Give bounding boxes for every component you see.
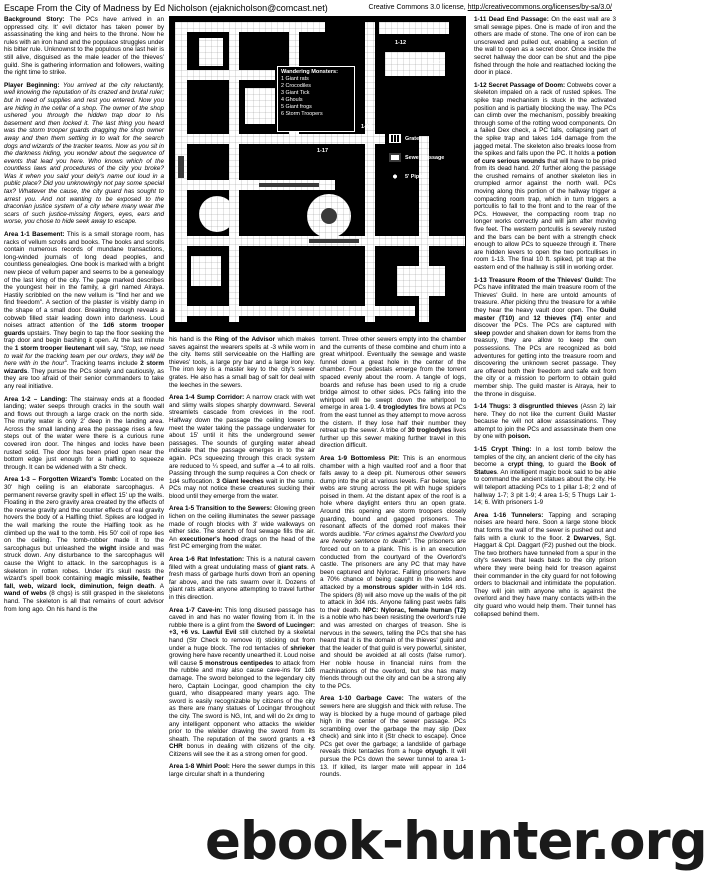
license-text: Creative Commons 3.0 license, [368, 4, 466, 11]
wandering-monster-2: 2 Crocodiles [281, 83, 311, 89]
col1-paragraph-4: Area 1-2 – Landing: The stairway ends at a flooded landing; water seeps through cracks in the south wall and flows out through a large crack on the north side. The murky water is only 2' deep in the landing area. Across the small landing area the passage rises a few steps out of the water were there is a curious rune covered iron door. The hinges and locks have been rusted solid. The door has been pried open near the bottom edge just enough for a halfling to squeeze through. It can be widened with a Str check. [4, 395, 164, 471]
legend-pipes: 5' Pipes [389, 172, 463, 181]
col3-paragraph-3: Area 1-10 Garbage Cave: The waters of the sewers here are sluggish and thick with refuse. The way is blocked by a huge mound of garbage piled high in the center of the sewer passage. PCs scrambling over the garbage the may slip (Dex check) and sink into it (Str check to escape). Once PCs get over the garbage; a landslide of garbage reveals thick tentacles from a huge otyugh. It will pursue the PCs down the sewer tunnel to area 1-13. If killed, its larger mate will appear in 1d4 rounds. [320, 695, 466, 779]
column-1 [4, 16, 164, 854]
col1-paragraph-5: Area 1-3 – Forgotten Wizard's Tomb: Located on the 30' high ceiling is an elaborate sarcophagus. A permanent reverse gravity spell in effect 15' up the walls. Floating in the zero gravity area created by the effects of the reverse gravity and the counter effects of real gravity hovers the body of a Halfling thief. Spikes are lodged in the wall marking the route the Halfling took as he climbed up the wall to the tomb. His 50' coil of rope lies on the ceiling. The tomb-robber made it to the sarcophagus but unleashed the wight inside and was struck down. Any disturbance to the sarcophagus will cause the Wight to attack. In the sarcophagus is a skeleton in rotten robes. Under it's skull nests the wizard's spell book containing magic missile, feather fall, web, wizard lock, diminution, feign death. A wand of webs (8 chgs) is still grasped in the skeletons hand. The skeleton is all that remains of court advisor from long ago. On his hand is the [4, 476, 165, 613]
col4-paragraph-3: 1-13 Treasure Room of the Thieves' Guild: The PCs have infiltrated the main treasure room of the Thieves' Guild. In here are untold amounts of treasure. After picking thru the treasure for a while they hear the heavy vault door open. The Guild master (T10) and 12 thieves (T4) enter and discover the PCs. The PCs are captured with sleep powder and shaken down for items from the treasury, they are allow to keep the own possessions. The PCs are recognized as bold adventures for getting into the treasure room and discovering the unknown secret passage. They are offered both their freedom and safe exit from the city or a mission to perform to obtain guild member ship. The guild master is Alraya, heir to the throne in disguise. [474, 276, 616, 398]
col4-paragraph-4: 1-14 Thugs: 3 disgruntled thieves (Assn 2) lair here. They do not like the current Guild Master because he will not allow assassinations. They attempt to join the PCs and assassinate them one by one with poison. [474, 403, 616, 441]
wandering-monsters-table [277, 66, 355, 132]
col1-paragraph-3: Area 1-1 Basement: This is a small storage room, has racks of vellum scrolls and books. The books and scrolls contain numerous records of mundane transactions, long-winded journals of long dead peoples, and countless genealogies. One book is marked with a bright new piece of vellum paper and seems to be a genealogy of the last king of the city. The page marked describes the youngest heir in the family, a girl named Alraya. Hastily scribbled on the new vellum is "find her and we find freedom". A section of the plaster is visibly damp in the shape of a small door. Breaking through reveals a cobweb filled stair leading down into darkness. Loud noises attract attention of the 1d6 storm trooper guards upstairs. They begin to tap the floor seeking the trap door and begin bashing it open. At the last minute the 1 storm trooper lieutenant will say, "Stop, we need to wait for the tracking team per our orders, they will be here with in the hour". Tracking teams include 2 storm wizards. They pursue the PCs slowly and cautiously, as they are too afraid of their senior commanders to take any real initiative. [4, 231, 164, 390]
col2-paragraph-2: Area 1-4 Sump Corridor: A narrow crack with wet and slimy walls slopes sharply downward. Several streamlets cascade from crevices in the roof. Halfway down the passage the ceiling lowers to meet the water taking the passage underwater for about 15' until it hits the underground sewer passages. The sounds of gurgling water ahead indicate that the passage emerges in to the air again. PCs squeezing through this crack system are reduced to ¼ speed, and suffer a –4 to all rolls. Passing through the sump requires a Con check or 1d4 suffocation. 3 Giant leeches wait in the sump. PCs may not notice these creatures sucking their blood until they emerge from the water. [169, 394, 315, 500]
map-legend [389, 134, 463, 191]
legend-sewer-passage: Sewer Passage [389, 153, 463, 162]
wandering-monsters-title: Wandering Monsters: [281, 69, 338, 75]
column-3 [320, 336, 466, 854]
col4-paragraph-6: Area 1-16 Tunnelers: Tapping and scraping noises are heard here. Soon a large stone block that forms the wall of the sewer is pushed out and falls with a clunk to the floor. 2 Dwarves, Sgt. Haggart & Cpl. Daggart (F2) pushed out the block. The two brothers have tunneled from a spur in the city's sewers that leads back to the city prison where they were being held for treason against their commander in the city guard for not following orders to blackmail and intimidate the population. They will join with anyone who is against the overlord and they have many contacts with-in the city guard who would help them. Their tunnel has collapsed behind them. [474, 511, 617, 618]
col4-paragraph-1: 1-11 Dead End Passage: On the east wall are 3 small sewage pipes. One is made of iron and the others are made of stone. The one of iron can be unscrewed and pulled out, enabling a section of the wall to open as a secret door. Once inside the secret hallway the door can be shut and the pipe fished through the hole and reattached locking the door in place. [474, 16, 616, 77]
map-label-1-11: 1-11 [431, 60, 442, 66]
legend-grate: Grate [389, 134, 463, 143]
map-label-1-17: 1-17 [317, 148, 329, 154]
sewer-map [169, 16, 466, 332]
license-notice [368, 3, 612, 13]
col2-paragraph-4: Area 1-6 Rat Infestation: This is a natural cavern filled with a great undulating mass of giant rats. A fresh mass of garbage hurls down from an opening far above, and the rats swarm over it. Dozens of giant rats attack anyone attempting to travel further in this direction. [169, 556, 316, 601]
col1-paragraph-1: Background Story: The PCs have arrived in an oppressed city. It' evil dictator has taken power by assassinating the king and heirs to the throne. Now he rules with an iron hand and the populace struggles under his bitter rule. Unknownst to the populous one last heir is still alive, disguised as the male leader of the thieves' guild. She is gathering information and followers, waiting the right time to strike. [4, 16, 164, 77]
page-header [0, 0, 620, 14]
col3-paragraph-2: Area 1-9 Bottomless Pit: This is an enormous chamber with a high vaulted roof and a floor that falls away to a deep pit. Numerous other sewers dump into the pit at various levels. Far below, large webs are strung across the pit with huge spiders poised in them. At the distant apex of the roof is a hole where daylight enters thru an open grate. Around this opening are storm troopers closely guarding, bound and gagged prisoners. The resonant affects of the domed roof makes their words audible. "For crimes against the Overlord you are hereby sentence to death". The prisoners are forced out on to a plank. This is in an execution conducted from the courtyard of the Overlord's castle. The prisoners are any PC that may have been captured and Nylorac. Falling prisoners have a 70% chance of being caught in the webs and attacked by a monstrous spider with-in 1d4 rds. The spiders (8) will also move up the walls of the pit to attack in 3d4 rds. Anyone falling past webs falls to their death. NPC: Nylorac, female human (T2) is a noble who has been resisting the overlord's rule and was arrested on charges of treason. She is nervous in the sewers, telling the PCs that she has heard that it is the domain of the thieves' guild and that the leader of that guild is very powerful, sinister, and should be avoided at all costs (false rumor). Her noble house in financial ruins from the machinations of the overlord, but she has many friends through out the city and can be a strong ally to the PCs. [320, 454, 467, 690]
license-link[interactable]: http://creativecommons.org/licenses/by-sa/3.0/ [467, 4, 612, 11]
pipe-icon [389, 172, 401, 181]
col2-paragraph-5: Area 1-7 Cave-in: This long disused passage has caved in and has no water flowing from it. In the rubble there is a glint from the Sword of Lucinger: +3, +6 vs. Lawful Evil still clutched by a skeletal hand (Str Check to remove it) sticking out from under a huge block. The rod tentacles of shrieker growing here have recently unearthed it. Loud noise will cause 5 monstrous centipedes to attack from the rubble and may also cause cave-ins for 1d6 damage. The sword belonged to the legendary city hero, Captain Locingar, good champion the city guard, who disappeared many years ago. The sword is easily recognizable by citizens of the city as there are many statues of Locingar throughout the city. The sword is NG, Int, and will do 2x dmg to any intelligent opponent who attacks the wielder prior to the wielder drawing the sword from its sheath. The reputation of the sword grants a +3 CHR bonus in dealing with citizens of the city. Citizens will see the it as a strong omen for good. [169, 606, 316, 758]
col2-paragraph-3: Area 1-5 Transition to the Sewers: Glowing green lichen on the ceiling illuminates the sewer passage made of rough blocks with 3' wide walkways on either side. The stench of foul sewage fills the air. An executioner's hood drags on the head of the first PC emerging from the water. [169, 505, 315, 551]
col2-paragraph-1: his hand is the Ring of the Advisor which makes saves against the wearers spells at -3 while worn in the city. Items still serviceable on the Halfling are thieves' tools, a large pry bar and a large iron key. The iron key is a master key to the city's sewer grates. He also has a small bag of salt for deal with the leeches in the sewers. [169, 336, 315, 389]
col4-paragraph-2: 1-12 Secret Passage of Doom: Cobwebs cover a skeleton impaled on a rack of rusted spikes. The spike trap mechanism is stuck in the activated position and is partially blocking the way. The PCs can climb over the mechanism, possibly breaking through some of the rotting wood components. On a failed Dex check, a PC falls, collapsing part of the spike trap and takes 1d4 damage from the jagged metal. The skeleton also breaks loose from the spikes and falls upon the PC. It holds a potion of cure serious wounds that will have to be pried from its dead hand. 20' further along the passage the crushed remains of another skeleton lies in crumpled armor against the north wall. PCs moving along this portion of the hallway trigger a compacting room trap, which in turn triggers a portcullis to fall to the front and to the rear of the PCs. However, the compacting room trap no longer works correctly and will jam after moving five feet. The western portcullis is severely rusted and the bars can be bent with a strength check enough to allow PCs to squeeze through it. There are hidden levers to open the two portcullises in room 1-13. The final 10 ft. spiked, pit trap at the eastern end of the hallway is still in working order. [474, 81, 616, 271]
col2-paragraph-6: Area 1-8 Whirl Pool: Here the sewer dumps in this large circular shaft in a thundering [169, 763, 315, 779]
document-title: Escape From the City of Madness by Ed Nicholson (ejaknicholson@comcast.net) [4, 3, 328, 13]
map-label-1-15: 1-15 [361, 124, 373, 130]
wandering-monster-5: 5 Giant frogs [281, 104, 312, 110]
wandering-monster-1: 1 Giant rats [281, 76, 309, 82]
col4-paragraph-5: 1-15 Crypt Thing: In a lost tomb below the temples of the city, an ancient cleric of the city has become a crypt thing, to guard the Book of Statues. An intelligent magic book said to be able to command the ancient statues about the city. He will teleport attacking PCs to 1 pillar 1-8; 2 end of hallway 1-7; 3 pit 1-9; 4 area 1-5; 5 Thugs Lair 1-14; 6. With prisoners 1-9 [474, 446, 616, 507]
grate-icon [389, 134, 401, 143]
wandering-monster-3: 3 Giant Tick [281, 90, 310, 96]
watermark: ebook-hunter.org [205, 811, 707, 872]
map-label-1-12: 1-12 [395, 40, 407, 46]
wandering-monster-6: 6 Storm Troopers [281, 111, 323, 117]
col1-paragraph-2: Player Beginning: You arrived at the city reluctantly, well knowing the reputation of its crazed and brutal ruler; but in need of supplies and rest you entered. Now you are hiding in the cellar of a shop. The owner of the shop ushered you through the hidden trap door to his basement and then locked it. The last thing you heard was the storm trooper guards dragging the shop owner away and then them settling in to wait for the search dogs and wizards of the tracker teams. Now as you sit in the darkness hiding, you wonder about the sequence of events that lead you here. Who knows which of the countless laws and procedures of the city you broke? Was it when you said your deity's name out loud in a public place? Did you unknowingly not pay some special tax? Whatever the cause, the city guard has sought to arrest you. And not wanting to be exposed to the draconian justice system of a city where many wear the scars of such justice-missing fingers, eyes, ears and worse, you chose to hide seek away to escape. [4, 81, 165, 226]
col3-paragraph-1: torrent. Three other sewers empty into the chamber and the currents of these combine and churn into a great whirlpool. Eventually the sewage and waste funnel down a great hole in the center of the chamber. Four pedestals emerge from the torrent spaced evenly about the room. A tangle of logs, boards and refuse has been used to rig a crude bridge almost to other sides. PCs falling into the whirlpool will be swept down the whirlpool to emerge in area 1-9. 4 troglodytes fire bows at PCs from the east tunnel as they attempt to move across the cistern. If they lose half their number they retreat up the sewer. A tribe of 30 troglodytes lives further up this sewer making further travel in this direction difficult. [320, 336, 467, 450]
wandering-monster-4: 4 Ghouls [281, 97, 303, 103]
column-4 [474, 16, 616, 854]
column-2 [169, 336, 315, 854]
sewer-passage-icon [389, 153, 401, 162]
